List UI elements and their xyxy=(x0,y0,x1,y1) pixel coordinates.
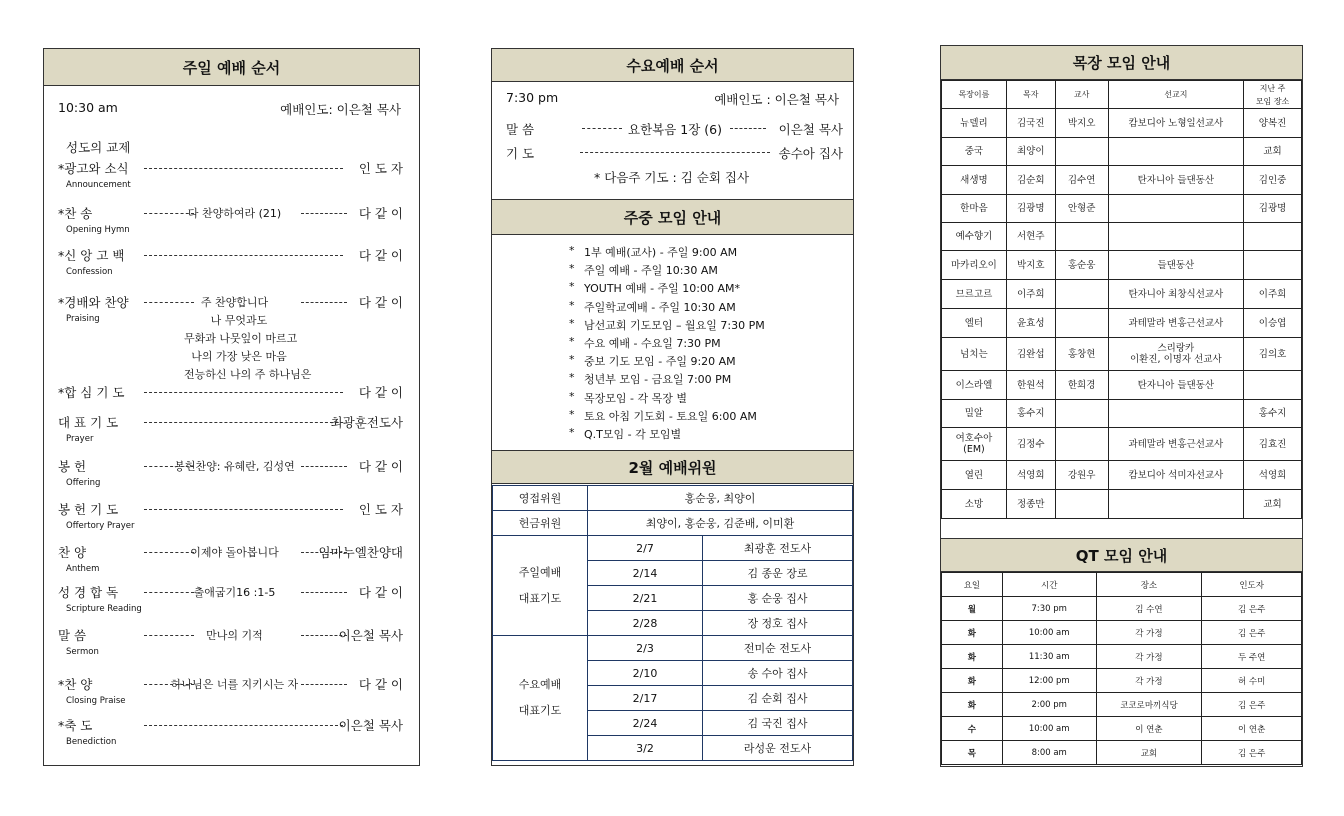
table-cell: 이주희 xyxy=(1006,280,1055,309)
name-cell: 라성운 전도사 xyxy=(703,736,853,761)
order-subtitle: Anthem xyxy=(66,564,100,574)
table-row xyxy=(942,621,1302,645)
date-cell: 2/3 xyxy=(588,636,703,661)
bullet-icon: * xyxy=(569,371,575,385)
order-title: 봉 헌 xyxy=(58,459,87,474)
column-header: 장소 xyxy=(1096,573,1202,597)
qt-panel xyxy=(940,538,1303,767)
wednesday-sermon-text: 요한복음 1장 (6) xyxy=(628,122,722,137)
table-cell: 화 xyxy=(942,669,1003,693)
order-title: 대 표 기 도 xyxy=(58,415,119,430)
weekly-item: 남선교회 기도모임 – 월요일 7:30 PM xyxy=(584,318,765,332)
column-header: 선교지 xyxy=(1108,81,1244,109)
bullet-icon: * xyxy=(569,262,575,276)
table-cell: 수 xyxy=(942,717,1003,741)
table-row xyxy=(942,400,1302,428)
column-header: 목장이름 xyxy=(942,81,1007,109)
order-subtitle: Opening Hymn xyxy=(66,225,130,235)
order-subtitle: Confession xyxy=(66,267,113,277)
table-cell: 교회 xyxy=(1244,138,1302,166)
order-middle: 이제야 돌아봅니다 xyxy=(190,546,279,559)
table-cell xyxy=(1108,400,1244,428)
date-cell: 2/10 xyxy=(588,661,703,686)
wednesday-dash-3 xyxy=(580,152,770,153)
wednesday-next-prayer: * 다음주 기도 : 김 순회 집사 xyxy=(594,170,750,185)
dash-line xyxy=(144,509,343,510)
table-cell xyxy=(1055,138,1108,166)
order-subtitle: Benediction xyxy=(66,737,117,747)
table-row xyxy=(942,717,1302,741)
order-subtitle: Offertory Prayer xyxy=(66,521,135,531)
dash-line-right xyxy=(301,684,347,685)
order-middle: 하나님은 너를 지키시는 자 xyxy=(170,678,299,691)
order-middle: 주 찬양합니다 xyxy=(200,296,269,309)
table-cell: 김효진 xyxy=(1244,428,1302,461)
table-cell: 두 주연 xyxy=(1202,645,1302,669)
order-right: 다 같 이 xyxy=(358,385,403,400)
bullet-icon: * xyxy=(569,244,575,257)
table-cell: 한희경 xyxy=(1055,371,1108,400)
table-row xyxy=(942,195,1302,223)
table-cell: 들댄동산 xyxy=(1108,251,1244,280)
bullet-icon: * xyxy=(569,426,575,439)
praise-song: 나의 가장 낮은 마음 xyxy=(191,350,287,363)
order-right: 이은철 목사 xyxy=(338,628,403,643)
date-cell: 2/28 xyxy=(588,611,703,636)
order-right: 다 같 이 xyxy=(358,206,403,221)
name-cell: 최광훈 전도사 xyxy=(703,536,853,561)
table-cell: 각 가정 xyxy=(1096,645,1202,669)
order-right: 다 같 이 xyxy=(358,459,403,474)
group-label-line1: 주일예배 xyxy=(518,565,562,579)
mokjang-title: 목장 모임 안내 xyxy=(941,46,1302,80)
dash-line-right xyxy=(301,213,347,214)
feb-committee-title: 2월 예배위원 xyxy=(492,451,853,484)
table-cell: 김의호 xyxy=(1244,338,1302,371)
table-cell: 박지오 xyxy=(1055,109,1108,138)
group-label-line2: 대표기도 xyxy=(518,591,562,605)
order-subtitle: Announcement xyxy=(66,180,131,190)
column-header: 교사 xyxy=(1055,81,1108,109)
dash-line-left xyxy=(144,302,194,303)
order-middle: 다 찬양하여라 (21) xyxy=(187,207,282,220)
table-cell: 박지호 xyxy=(1006,251,1055,280)
order-right: 다 같 이 xyxy=(358,585,403,600)
bullet-icon: * xyxy=(569,280,575,294)
order-title: *합 심 기 도 xyxy=(58,385,125,400)
feb-committee-table xyxy=(492,485,853,761)
dash-line-left xyxy=(144,466,194,467)
dash-line-right xyxy=(301,302,347,303)
order-title: 성 경 합 독 xyxy=(58,585,119,600)
table-cell: 김 은주 xyxy=(1202,741,1302,765)
table-cell: 탄자니아 들댄동산 xyxy=(1108,166,1244,195)
table-cell: 10:00 am xyxy=(1002,621,1096,645)
dash-line xyxy=(144,255,343,256)
column-header: 인도자 xyxy=(1202,573,1302,597)
table-cell: 엘터 xyxy=(942,309,1007,338)
order-right: 다 같 이 xyxy=(358,677,403,692)
qt-title: QT 모임 안내 xyxy=(941,539,1302,572)
name-cell: 장 정호 집사 xyxy=(703,611,853,636)
table-cell: 과테말라 변홍근선교사 xyxy=(1108,428,1244,461)
table-cell: 한마음 xyxy=(942,195,1007,223)
weekly-item: 1부 예배(교사) - 주일 9:00 AM xyxy=(584,246,738,259)
table-cell: 10:00 am xyxy=(1002,717,1096,741)
table-cell: 새생명 xyxy=(942,166,1007,195)
table-cell: 김 은주 xyxy=(1202,621,1302,645)
order-title: *찬 양 xyxy=(58,677,93,692)
order-title: *경배와 찬양 xyxy=(58,295,129,310)
table-cell: 므르고르 xyxy=(942,280,1007,309)
table-row xyxy=(942,597,1302,621)
table-cell: 교회 xyxy=(1096,741,1202,765)
wednesday-sermon-label: 말 씀 xyxy=(506,122,535,137)
table-cell: 2:00 pm xyxy=(1002,693,1096,717)
table-row xyxy=(942,280,1302,309)
wednesday-leader: 예배인도 : 이은철 목사 xyxy=(714,92,839,107)
praise-song: 나 무엇과도 xyxy=(210,314,268,327)
weekly-meetings-title: 주중 모임 안내 xyxy=(492,200,853,235)
bullet-icon: * xyxy=(569,335,575,348)
table-cell: 김정수 xyxy=(1006,428,1055,461)
order-title: 봉 헌 기 도 xyxy=(58,502,119,517)
name-cell: 김 종운 장로 xyxy=(703,561,853,586)
table-cell: 이 연춘 xyxy=(1096,717,1202,741)
bullet-icon: * xyxy=(569,407,575,421)
table-cell xyxy=(1055,280,1108,309)
table-cell: 8:00 am xyxy=(1002,741,1096,765)
weekly-item: 중보 기도 모임 - 주일 9:20 AM xyxy=(584,355,736,369)
date-cell: 3/2 xyxy=(588,736,703,761)
wednesday-time: 7:30 pm xyxy=(506,90,559,105)
table-cell: 월 xyxy=(942,597,1003,621)
table-cell: 김 은주 xyxy=(1202,693,1302,717)
table-cell: 김 수연 xyxy=(1096,597,1202,621)
table-row xyxy=(942,669,1302,693)
order-middle: 만나의 기적 xyxy=(206,629,263,642)
table-cell xyxy=(1244,251,1302,280)
order-right: 인 도 자 xyxy=(358,161,403,176)
dash-line-left xyxy=(144,213,194,214)
table-cell: 홍순웅 xyxy=(1055,251,1108,280)
order-subtitle: Offering xyxy=(66,478,101,488)
table-cell: 7:30 pm xyxy=(1002,597,1096,621)
table-row xyxy=(942,309,1302,338)
table-cell: 뉴델리 xyxy=(942,109,1007,138)
table-cell: 화 xyxy=(942,645,1003,669)
table-cell xyxy=(1244,371,1302,400)
table-cell: 홍창현 xyxy=(1055,338,1108,371)
table-cell: 목 xyxy=(942,741,1003,765)
table-row xyxy=(942,223,1302,251)
table-cell: 코코로마끼식당 xyxy=(1096,693,1202,717)
table-cell xyxy=(1055,428,1108,461)
table-row xyxy=(942,338,1302,371)
table-cell: 허 수미 xyxy=(1202,669,1302,693)
dash-line-right xyxy=(301,466,347,467)
table-cell: 김국진 xyxy=(1006,109,1055,138)
name-cell: 홍 순웅 집사 xyxy=(703,586,853,611)
role-label: 영접위원 xyxy=(493,486,588,511)
table-cell: 화 xyxy=(942,693,1003,717)
table-header-row xyxy=(942,81,1302,109)
dash-line-left xyxy=(144,635,194,636)
name-cell: 전미순 전도사 xyxy=(703,636,853,661)
table-cell: 김인중 xyxy=(1244,166,1302,195)
column-header: 목자 xyxy=(1006,81,1055,109)
table-cell: 이승엽 xyxy=(1244,309,1302,338)
table-cell: 홍수지 xyxy=(1006,400,1055,428)
order-subtitle: Closing Praise xyxy=(66,696,126,706)
order-title: *신 앙 고 백 xyxy=(58,248,125,263)
role-label: 헌금위원 xyxy=(493,511,588,536)
table-cell xyxy=(1244,223,1302,251)
praise-song: 무화과 나뭇잎이 마르고 xyxy=(184,332,298,345)
table-cell: 이스라엘 xyxy=(942,371,1007,400)
wednesday-dash-1 xyxy=(582,128,622,129)
table-cell xyxy=(1055,309,1108,338)
order-title: *광고와 소식 xyxy=(58,161,129,176)
group-label xyxy=(493,536,588,636)
weekly-item: 목장모임 - 각 목장 별 xyxy=(584,391,687,405)
sunday-service-panel xyxy=(43,48,420,766)
table-cell: 홍수지 xyxy=(1244,400,1302,428)
table-row xyxy=(942,138,1302,166)
table-cell: 화 xyxy=(942,621,1003,645)
table-cell: 김광명 xyxy=(1244,195,1302,223)
table-cell: 마카리오이 xyxy=(942,251,1007,280)
wednesday-prayer-right: 송수아 집사 xyxy=(778,146,843,161)
table-cell: 탄자니아 최창식선교사 xyxy=(1108,280,1244,309)
dash-line xyxy=(144,725,343,726)
date-cell: 2/17 xyxy=(588,686,703,711)
order-subtitle: Sermon xyxy=(66,647,99,657)
sunday-service-title: 주일 예배 순서 xyxy=(44,49,419,86)
table-cell: 각 가정 xyxy=(1096,621,1202,645)
dash-line-left xyxy=(144,684,194,685)
table-cell: 양복진 xyxy=(1244,109,1302,138)
table-cell: 이주희 xyxy=(1244,280,1302,309)
table-row xyxy=(493,511,853,536)
weekly-item: 수요 예배 - 수요일 7:30 PM xyxy=(584,337,721,350)
date-cell: 2/14 xyxy=(588,561,703,586)
table-cell: 김완섭 xyxy=(1006,338,1055,371)
sunday-time: 10:30 am xyxy=(58,100,118,115)
name-cell: 김 순회 집사 xyxy=(703,686,853,711)
date-cell: 2/24 xyxy=(588,711,703,736)
wednesday-sermon-right: 이은철 목사 xyxy=(778,122,843,137)
table-row xyxy=(942,461,1302,490)
table-cell: 석영희 xyxy=(1244,461,1302,490)
table-cell: 탄자니아 들댄동산 xyxy=(1108,371,1244,400)
table-cell: 각 가정 xyxy=(1096,669,1202,693)
table-cell: 서현주 xyxy=(1006,223,1055,251)
order-title: *축 도 xyxy=(58,718,93,733)
dash-line-right xyxy=(301,592,347,593)
table-row xyxy=(942,166,1302,195)
table-cell: 넘치는 xyxy=(942,338,1007,371)
order-subtitle: Praising xyxy=(66,314,100,324)
order-right: 임마누엘찬양대 xyxy=(318,545,403,560)
role-value: 최양이, 홍순웅, 김준배, 이미환 xyxy=(588,511,853,536)
dash-line xyxy=(144,422,343,423)
table-row xyxy=(942,371,1302,400)
table-cell: 12:00 pm xyxy=(1002,669,1096,693)
sunday-greeting: 성도의 교제 xyxy=(66,140,131,155)
table-cell: 안형준 xyxy=(1055,195,1108,223)
order-middle: 출애굽기16 :1-5 xyxy=(193,586,276,599)
table-cell: 열린 xyxy=(942,461,1007,490)
dash-line-left xyxy=(144,592,194,593)
table-row xyxy=(493,536,853,561)
name-cell: 김 국진 집사 xyxy=(703,711,853,736)
table-row xyxy=(942,428,1302,461)
table-cell: 강원우 xyxy=(1055,461,1108,490)
bullet-icon: * xyxy=(569,298,575,312)
table-cell: 캄보디아 석미자선교사 xyxy=(1108,461,1244,490)
group-label-line2: 대표기도 xyxy=(518,704,562,717)
order-right: 다 같 이 xyxy=(358,295,403,310)
weekly-meetings-panel xyxy=(491,199,854,451)
table-cell xyxy=(1108,195,1244,223)
table-cell: 중국 xyxy=(942,138,1007,166)
table-cell xyxy=(1055,490,1108,519)
table-cell: 김수연 xyxy=(1055,166,1108,195)
table-row xyxy=(493,636,853,661)
bullet-icon: * xyxy=(569,389,575,403)
order-right: 최광훈전도사 xyxy=(330,415,403,430)
qt-table xyxy=(941,572,1302,765)
table-row xyxy=(942,109,1302,138)
sunday-leader: 예배인도: 이은철 목사 xyxy=(280,102,401,117)
table-row xyxy=(942,490,1302,519)
table-row xyxy=(942,693,1302,717)
mokjang-panel xyxy=(940,45,1303,539)
table-cell xyxy=(1108,138,1244,166)
bullet-icon: * xyxy=(569,353,575,367)
table-cell: 예수향기 xyxy=(942,223,1007,251)
weekly-item: YOUTH 예배 - 주일 10:00 AM* xyxy=(584,282,740,296)
order-middle: 봉헌찬양: 유혜란, 김성연 xyxy=(174,460,295,473)
feb-committee-panel xyxy=(491,450,854,766)
date-cell: 2/21 xyxy=(588,586,703,611)
order-title: 찬 양 xyxy=(58,545,87,560)
bullet-icon: * xyxy=(569,316,575,330)
order-title: *찬 송 xyxy=(58,206,93,221)
order-subtitle: Prayer xyxy=(66,434,94,444)
weekly-item: 청년부 모임 - 금요일 7:00 PM xyxy=(584,373,732,387)
column-header: 요일 xyxy=(942,573,1003,597)
table-header-row xyxy=(942,573,1302,597)
weekly-item: 토요 아침 기도회 - 토요일 6:00 AM xyxy=(584,409,757,423)
dash-line-left xyxy=(144,552,194,553)
mokjang-table xyxy=(941,80,1302,519)
dash-line-right xyxy=(301,635,347,636)
dash-line xyxy=(144,168,343,169)
table-row xyxy=(942,741,1302,765)
table-cell: 여호수아 (EM) xyxy=(942,428,1007,461)
order-right: 이은철 목사 xyxy=(338,718,403,733)
dash-line-right xyxy=(301,552,347,553)
column-header: 시간 xyxy=(1002,573,1096,597)
table-cell: 한원석 xyxy=(1006,371,1055,400)
order-right: 인 도 자 xyxy=(358,502,403,517)
table-row xyxy=(942,645,1302,669)
table-cell: 김광명 xyxy=(1006,195,1055,223)
table-cell: 최양이 xyxy=(1006,138,1055,166)
role-value: 홍순웅, 최양이 xyxy=(588,486,853,511)
praise-song: 전능하신 나의 주 하나님은 xyxy=(184,368,312,381)
table-cell: 소망 xyxy=(942,490,1007,519)
table-cell: 김 은주 xyxy=(1202,597,1302,621)
dash-line xyxy=(144,392,343,393)
date-cell: 2/7 xyxy=(588,536,703,561)
order-subtitle: Scripture Reading xyxy=(66,604,142,614)
wednesday-service-title: 수요예배 순서 xyxy=(492,49,853,82)
table-cell: 과테말라 변홍근선교사 xyxy=(1108,309,1244,338)
group-label xyxy=(493,636,588,761)
weekly-item: Q.T모임 - 각 모임별 xyxy=(584,428,682,441)
table-cell xyxy=(1055,400,1108,428)
table-cell: 김순회 xyxy=(1006,166,1055,195)
wednesday-prayer-label: 기 도 xyxy=(506,146,535,161)
table-cell: 윤효성 xyxy=(1006,309,1055,338)
order-right: 다 같 이 xyxy=(358,248,403,263)
table-row xyxy=(942,251,1302,280)
weekly-item: 주일학교예배 - 주일 10:30 AM xyxy=(584,300,736,314)
wednesday-service-panel xyxy=(491,48,854,200)
table-cell: 11:30 am xyxy=(1002,645,1096,669)
table-row xyxy=(493,486,853,511)
table-cell: 밀알 xyxy=(942,400,1007,428)
name-cell: 송 수아 집사 xyxy=(703,661,853,686)
table-cell: 교회 xyxy=(1244,490,1302,519)
table-cell xyxy=(1108,223,1244,251)
table-cell: 석영희 xyxy=(1006,461,1055,490)
weekly-item: 주일 예배 - 주일 10:30 AM xyxy=(584,264,718,278)
table-cell xyxy=(1055,223,1108,251)
group-label-line1: 수요예배 xyxy=(518,678,562,691)
table-cell: 정종만 xyxy=(1006,490,1055,519)
table-cell: 스리랑카 이환진, 이명자 선교사 xyxy=(1108,338,1244,371)
order-title: 말 씀 xyxy=(58,628,87,643)
table-cell: 캄보디아 노형일선교사 xyxy=(1108,109,1244,138)
table-cell xyxy=(1108,490,1244,519)
column-header: 지난 주 모임 장소 xyxy=(1244,81,1302,109)
wednesday-dash-2 xyxy=(730,128,766,129)
table-cell: 이 연춘 xyxy=(1202,717,1302,741)
